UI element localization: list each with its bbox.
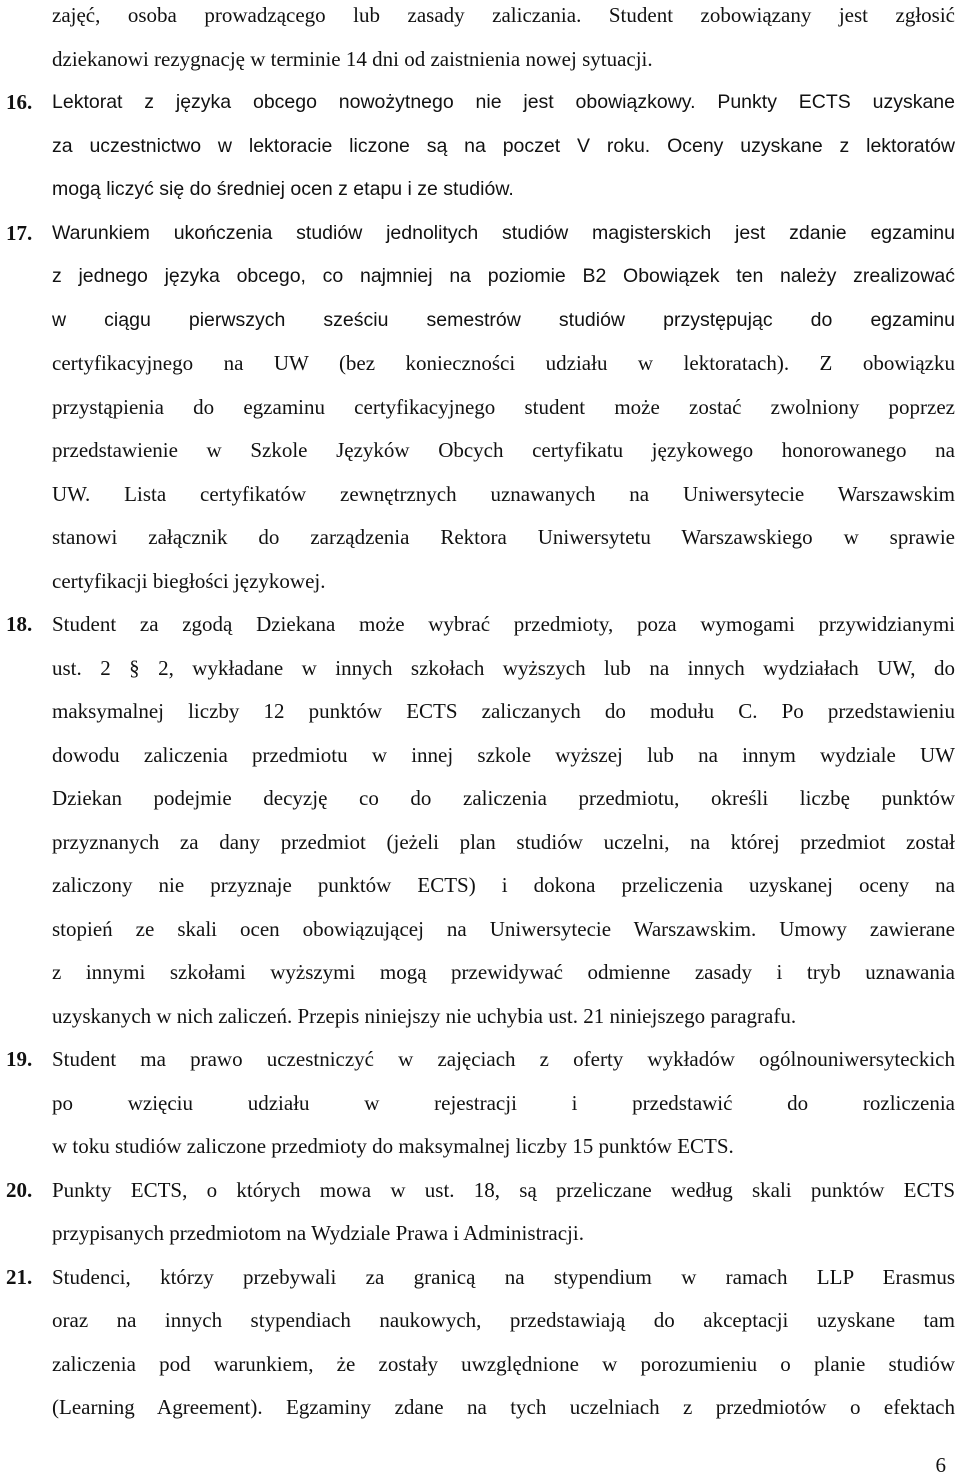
text-line: ust. 2 § 2, wykładane w innych szkołach wyższych lub na innych wydziałach UW, do (52, 656, 955, 680)
text-line: UW. Lista certyfikatów zewnętrznych uznawanych na Uniwersytecie Warszawskim (52, 482, 955, 506)
item-number: 17. (6, 221, 33, 245)
text-line: Studenci, którzy przebywali za granicą na stypendium w ramach LLP Erasmus (52, 1265, 955, 1289)
text-line: Punkty ECTS, o których mowa w ust. 18, są przeliczane według skali punktów ECTS (52, 1178, 955, 1202)
item-number: 21. (6, 1265, 33, 1289)
text-line: po wzięciu udziału w rejestracji i przedstawić do rozliczenia (52, 1091, 955, 1115)
text-line: zajęć, osoba prowadzącego lub zasady zaliczania. Student zobowiązany jest zgłosić (52, 3, 955, 27)
page-number: 6 (935, 1453, 946, 1477)
text-line: Dziekan podejmie decyzję co do zaliczenia przedmiotu, określi liczbę punktów (52, 786, 955, 810)
text-line: certyfikacyjnego na UW (bez konieczności udziału w lektoratach). Z obowiązku (52, 351, 955, 375)
text-line: z innymi szkołami wyższymi mogą przewidywać odmienne zasady i tryb uznawania (52, 960, 955, 984)
text-line: w toku studiów zaliczone przedmioty do maksymalnej liczby 15 punktów ECTS. (52, 1134, 734, 1158)
text-line: w ciągu pierwszych sześciu semestrów studiów przystępując do egzaminu (52, 309, 955, 331)
item-number: 16. (6, 90, 33, 114)
text-line: stopień ze skali ocen obowiązującej na Uniwersytecie Warszawskim. Umowy zawierane (52, 917, 955, 941)
text-line: uzyskanych w nich zaliczeń. Przepis niniejszy nie uchybia ust. 21 niniejszego paragrafu. (52, 1004, 797, 1028)
text-line: oraz na innych stypendiach naukowych, przedstawiają do akceptacji uzyskane tam (52, 1308, 955, 1332)
text-line: maksymalnej liczby 12 punktów ECTS zaliczanych do modułu C. Po przedstawieniu (52, 699, 955, 723)
text-line: dowodu zaliczenia przedmiotu w innej szkole wyższej lub na innym wydziale UW (52, 743, 955, 767)
text-line: (Learning Agreement). Egzaminy zdane na tych uczelniach z przedmiotów o efektach (52, 1395, 955, 1419)
text-line: przypisanych przedmiotom na Wydziale Prawa i Administracji. (52, 1221, 584, 1245)
text-line: mogą liczyć się do średniej ocen z etapu i ze studiów. (52, 178, 514, 200)
item-number: 19. (6, 1047, 33, 1071)
item-number: 18. (6, 612, 33, 636)
text-line: przyznanych za dany przedmiot (jeżeli plan studiów uczelni, na której przedmiot został (52, 830, 955, 854)
text-line: zaliczenia pod warunkiem, że zostały uwzględnione w porozumieniu o planie studiów (52, 1352, 955, 1376)
text-line: Warunkiem ukończenia studiów jednolitych studiów magisterskich jest zdanie egzaminu (52, 222, 955, 244)
text-line: Student za zgodą Dziekana może wybrać przedmioty, poza wymogami przywidzianymi (52, 612, 955, 636)
text-line: przedstawienie w Szkole Języków Obcych certyfikatu językowego honorowanego na (52, 438, 955, 462)
text-line: przystąpienia do egzaminu certyfikacyjnego student może zostać zwolniony poprzez (52, 395, 955, 419)
text-line: Lektorat z języka obcego nowożytnego nie jest obowiązkowy. Punkty ECTS uzyskane (52, 91, 955, 113)
item-number: 20. (6, 1178, 33, 1202)
text-line: za uczestnictwo w lektoracie liczone są na poczet V roku. Oceny uzyskane z lektoratów (52, 135, 955, 157)
text-line: dziekanowi rezygnację w terminie 14 dni od zaistnienia nowej sytuacji. (52, 47, 653, 71)
text-line: certyfikacji biegłości językowej. (52, 569, 326, 593)
text-line: Student ma prawo uczestniczyć w zajęciach z oferty wykładów ogólnouniwersyteckich (52, 1047, 955, 1071)
text-line: zaliczony nie przyznaje punktów ECTS) i dokona przeliczenia uzyskanej oceny na (52, 873, 955, 897)
text-line: z jednego języka obcego, co najmniej na poziomie B2 Obowiązek ten należy zrealizować (52, 265, 955, 287)
text-line: stanowi załącznik do zarządzenia Rektora Uniwersytetu Warszawskiego w sprawie (52, 525, 955, 549)
